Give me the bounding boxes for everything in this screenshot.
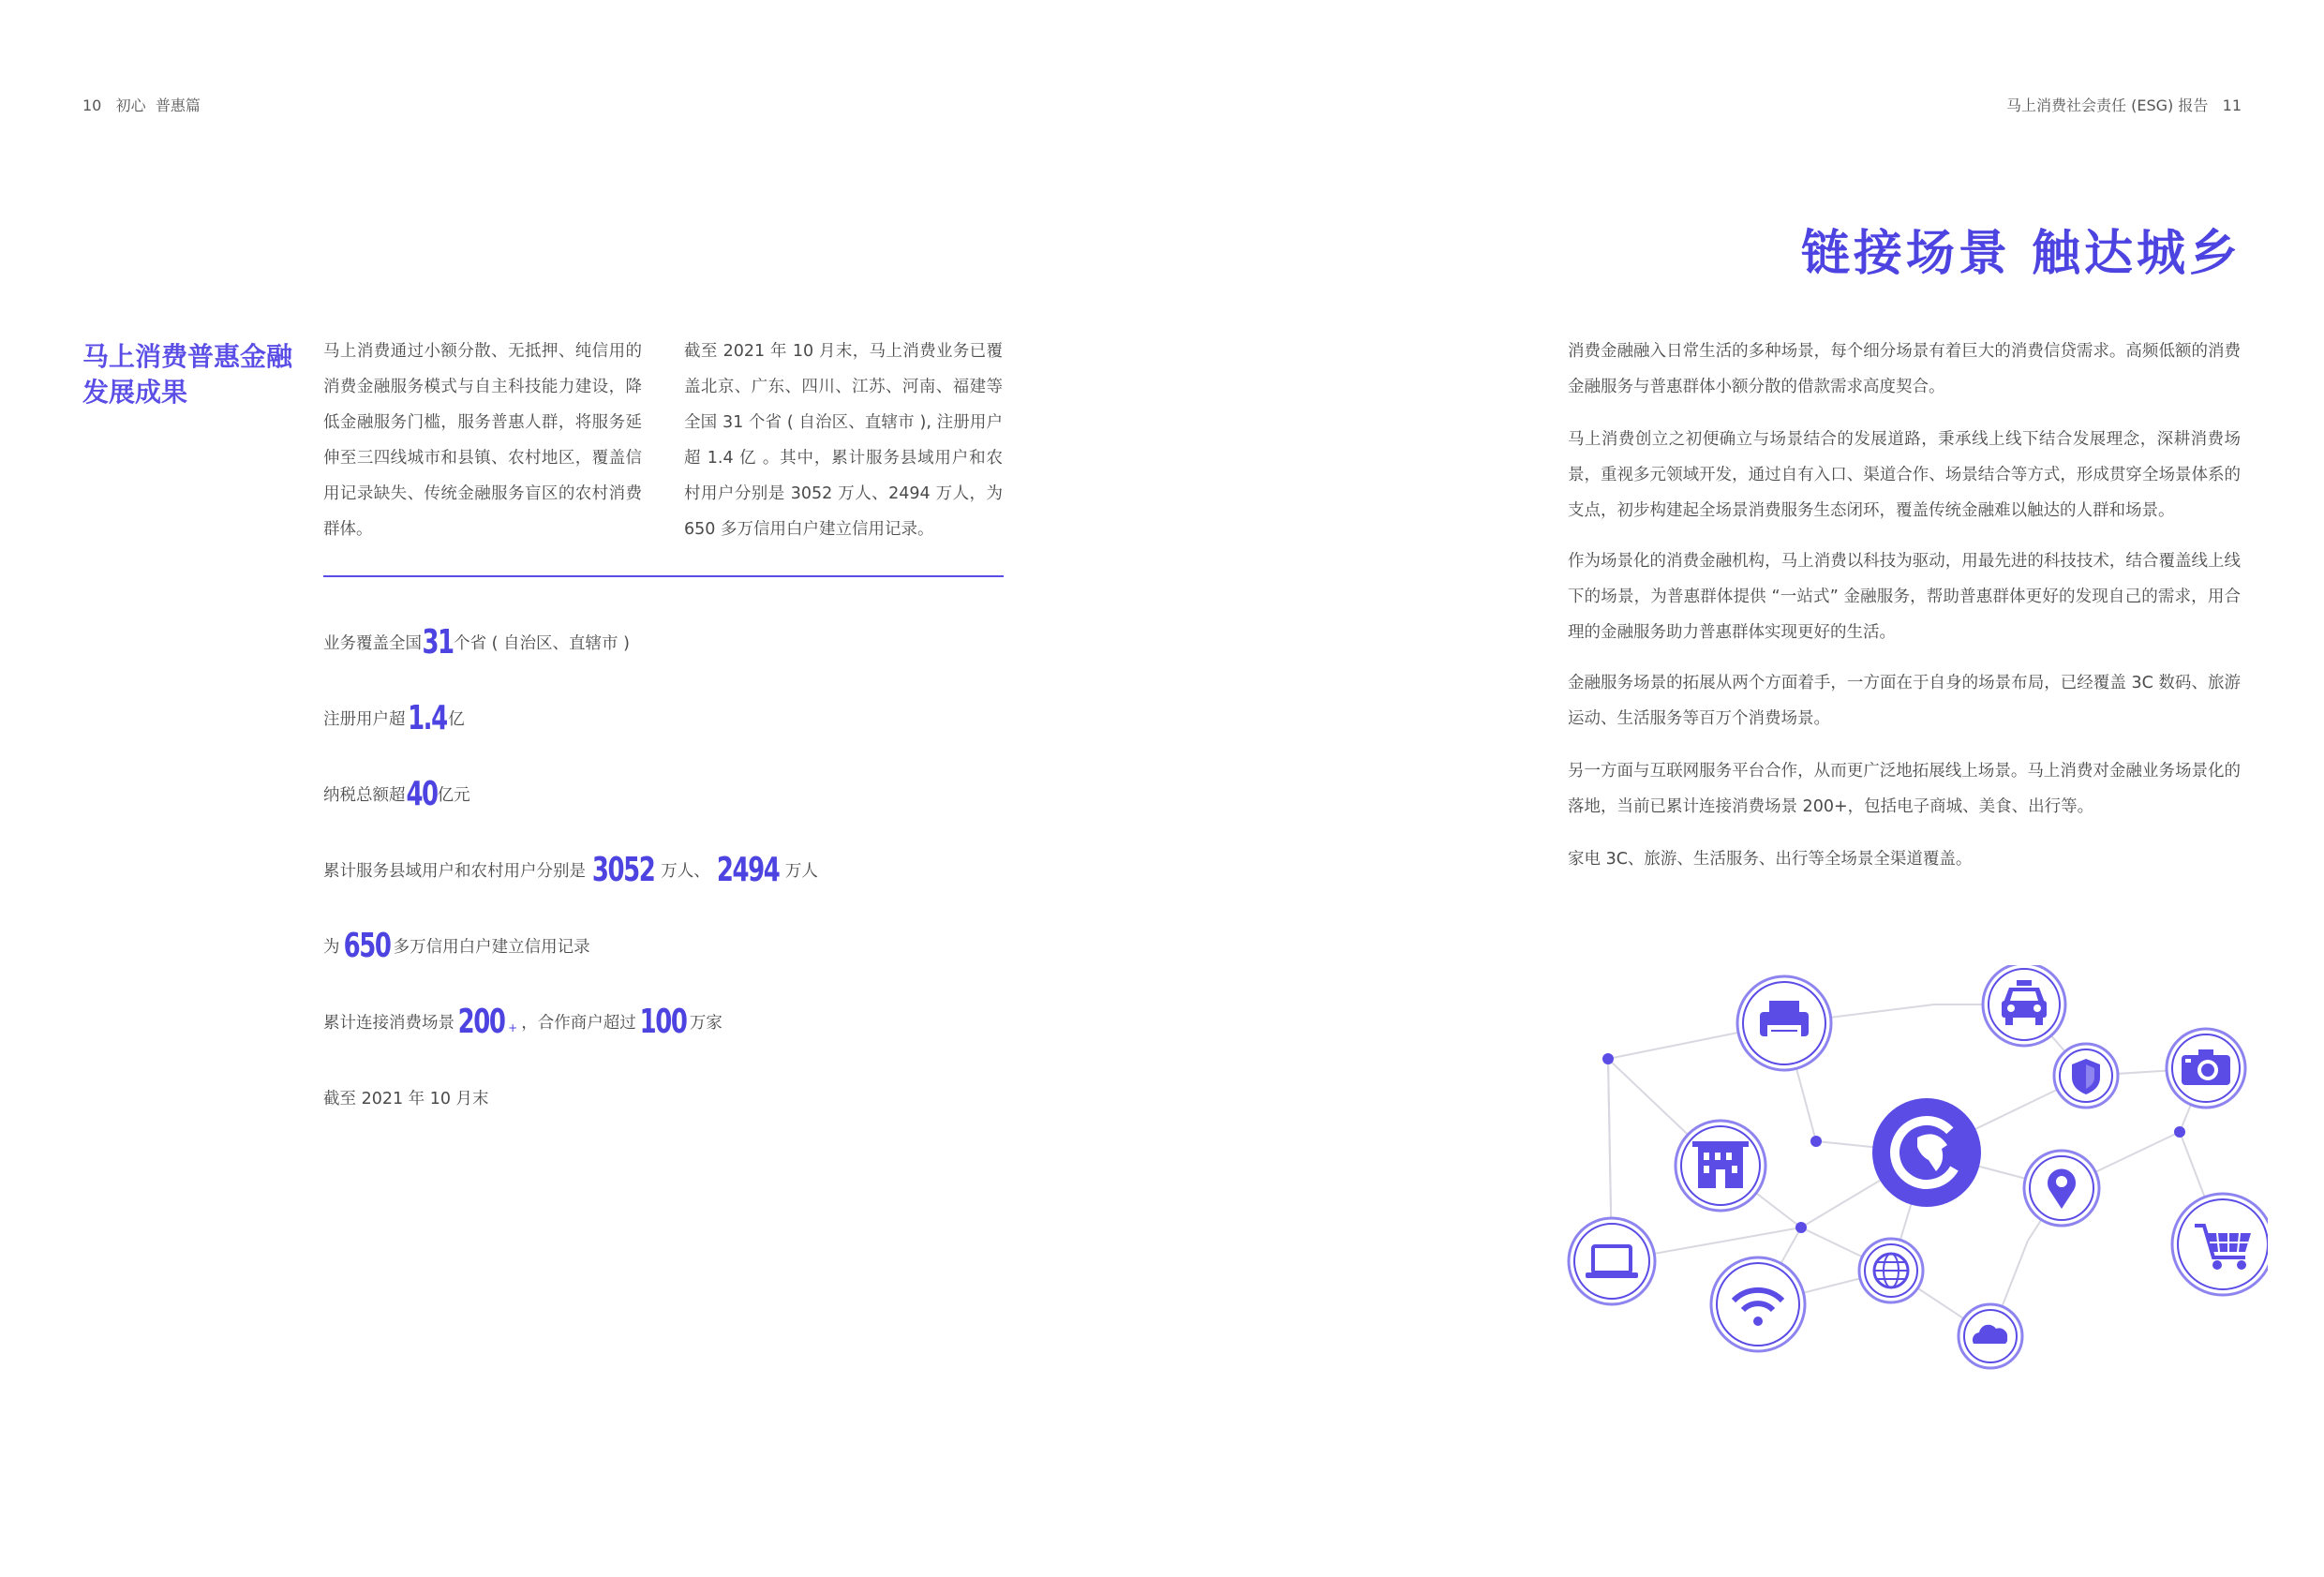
progress-paragraph: 截至 2021 年 10 月末，马上消费业务已覆盖北京、广东、四川、江苏、河南、福建等全国 31 个省 ( 自治区、直辖市 ), 注册用户超 1.4 亿 。其中，累计服务县域用户和农村用户分别是 3052 万人、2494 万人，为 650 多万信用白户建立信用记录。 (684, 342, 1003, 539)
cloud-icon (1959, 1304, 2022, 1368)
stat-text: 亿元 (437, 786, 470, 805)
stats-footnote (323, 1060, 998, 1136)
stat-county-rural-users (323, 832, 998, 908)
wifi-icon (1711, 1257, 1805, 1351)
intro-paragraph: 马上消费通过小额分散、无抵押、纯信用的消费金融服务模式与自主科技能力建设，降低金融服务门槛，服务普惠人群，将服务延伸至三四线城市和县镇、农村地区，覆盖信用记录缺失、传统金融服务盲区的农村消费群体。 (323, 342, 642, 539)
stat-tax (323, 756, 998, 832)
stat-number: 1.4 (407, 699, 447, 737)
stat-number: 200 (457, 1003, 505, 1041)
printer-icon (1737, 976, 1831, 1070)
stat-number: 100 (639, 1003, 687, 1041)
scene-paragraph-1: 消费金融融入日常生活的多种场景，每个细分场景有着巨大的消费信贷需求。高频低额的消费金融服务与普惠群体小额分散的借款需求高度契合。 (1568, 342, 2241, 396)
stat-plus: + (508, 1020, 518, 1034)
camera-icon (2167, 1029, 2245, 1108)
scene-paragraph-6: 家电 3C、旅游、生活服务、出行等全场景全渠道覆盖。 (1568, 850, 1973, 869)
stat-number: 3052 (591, 851, 655, 889)
stat-registered-users (323, 680, 998, 756)
left-page-number: 10 (82, 97, 102, 114)
scene-paragraph-5: 另一方面与互联网服务平台合作，从而更广泛地拓展线上场景。马上消费对金融业务场景化的落地，当前已累计连接消费场景 200+，包括电子商城、美食、出行等。 (1568, 762, 2241, 816)
scene-network-illustration (1556, 965, 2268, 1377)
scene-paragraph-2: 马上消费创立之初便确立与场景结合的发展道路，秉承线上线下结合发展理念，深耕消费场景，重视多元领域开发，通过自有入口、渠道合作、场景结合等方式，形成贯穿全场景体系的支点，初步构建起全场景消费服务生态闭环，覆盖传统金融难以触达的人群和场景。 (1568, 430, 2241, 520)
scene-paragraph-4: 金融服务场景的拓展从两个方面着手，一方面在于自身的场景布局，已经覆盖 3C 数码、旅游运动、生活服务等百万个消费场景。 (1568, 674, 2241, 728)
report-title: 马上消费社会责任 (ESG) 报告 (2006, 97, 2209, 114)
stat-credit-records (323, 908, 998, 984)
stat-text: 为 (323, 938, 340, 957)
stat-text: 纳税总额超 (323, 786, 406, 805)
scene-paragraph-3: 作为场景化的消费金融机构，马上消费以科技为驱动，用最先进的科技技术，结合覆盖线上线下的场景，为普惠群体提供 “一站式” 金融服务，帮助普惠群体更好的发现自己的需求，用合理的金融服务助力普惠群体实现更好的生活。 (1568, 552, 2241, 642)
stat-text: 亿 (448, 710, 465, 729)
left-page-header (82, 94, 201, 115)
section-divider (323, 575, 1004, 577)
brand-logo-icon (1872, 1098, 1981, 1207)
left-chapter-title: 普惠篇 (155, 97, 201, 114)
stat-text: 业务覆盖全国 (323, 634, 422, 653)
shield-icon (2054, 1044, 2118, 1108)
stat-number: 650 (343, 927, 390, 965)
stat-text: ，合作商户超过 (521, 1014, 636, 1033)
stat-text: 注册用户超 (323, 710, 406, 729)
stat-text: 万家 (689, 1014, 723, 1033)
stat-text: 个省 ( 自治区、直辖市 ) (454, 634, 630, 653)
cart-icon (2172, 1194, 2268, 1295)
stat-number: 2494 (716, 851, 779, 889)
stats-list (323, 604, 998, 1136)
stat-text: 万人、 (661, 862, 710, 881)
location-pin-icon (2024, 1151, 2099, 1226)
left-section-label: 初心 (115, 97, 146, 114)
right-page-title: 链接场景 触达城乡 (1800, 226, 2242, 282)
globe-icon (1859, 1239, 1923, 1302)
right-page-header (2006, 94, 2242, 115)
stat-number: 31 (422, 623, 454, 662)
stat-number: 40 (405, 775, 438, 813)
stat-provinces (323, 604, 998, 680)
right-page-number: 11 (2222, 97, 2242, 114)
stat-scenarios-merchants (323, 984, 998, 1060)
building-icon (1676, 1121, 1765, 1211)
stat-text: 万人 (784, 862, 818, 881)
section-title: 马上消费普惠金融发展成果 (82, 341, 293, 408)
stat-text: 多万信用白户建立信用记录 (393, 938, 590, 957)
taxi-icon (1983, 965, 2065, 1046)
footnote-text: 截至 2021 年 10 月末 (323, 1090, 489, 1108)
stat-text: 累计服务县域用户和农村用户分别是 (323, 862, 586, 881)
stat-text: 累计连接消费场景 (323, 1014, 454, 1033)
laptop-icon (1569, 1218, 1655, 1304)
